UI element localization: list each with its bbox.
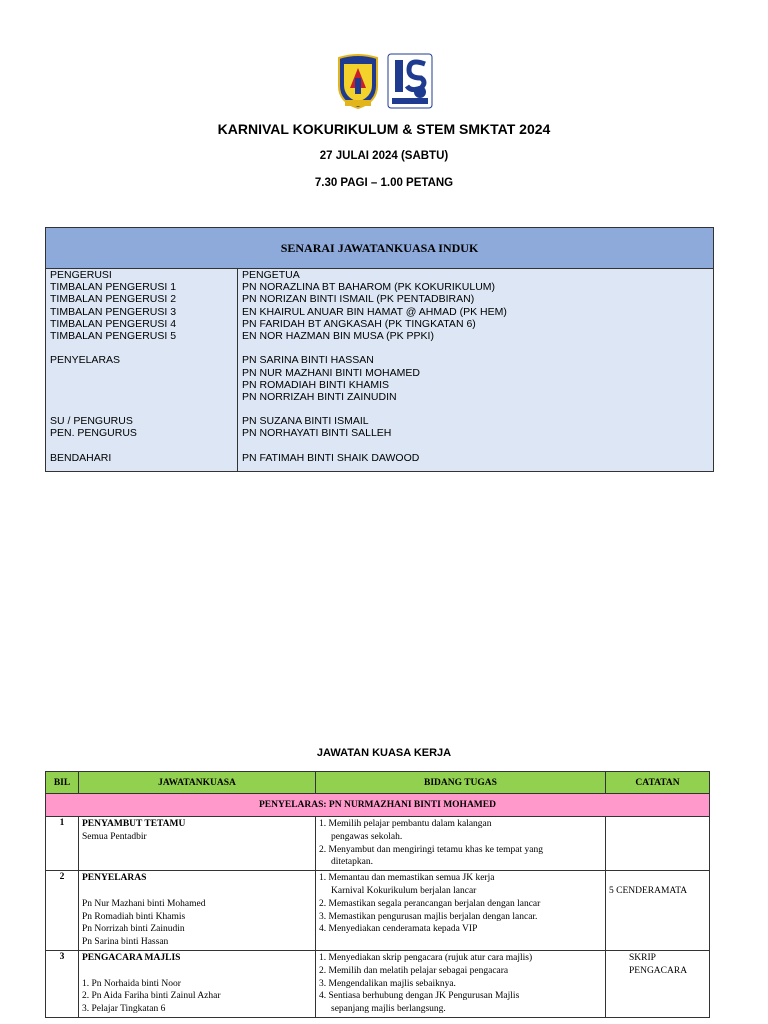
task-line: ditetapkan. xyxy=(331,857,373,868)
committee-name: PENYAMBUT TETAMU xyxy=(82,819,186,829)
task-line: 1. Menyediakan skrip pengacara (rujuk atur cara majlis) xyxy=(319,952,533,963)
penyelaras-label: PENYELARAS: PN NURMAZHANI BINTI MOHAMED xyxy=(46,794,710,817)
member-line: PN NORHAYATI BINTI SALLEH xyxy=(242,427,392,440)
event-date: 27 JULAI 2024 (SABTU) xyxy=(319,150,449,162)
penyelaras-row xyxy=(46,794,710,817)
jawatankuasa-kerja-table xyxy=(45,771,710,1018)
member-line: EN KHAIRUL ANUAR BIN HAMAT @ AHMAD (PK HEM) xyxy=(242,305,507,318)
member-line xyxy=(242,403,713,415)
role-line: PENGERUSI xyxy=(50,269,112,281)
induk-heading: SENARAI JAWATANKUASA INDUK xyxy=(46,228,713,269)
row-bidang-tugas xyxy=(316,817,606,871)
member-text xyxy=(82,885,312,898)
role-line: TIMBALAN PENGERUSI 1 xyxy=(50,281,177,294)
task-line: 4. Sentiasa berhubung dengan JK Pengurusan Majlis xyxy=(319,991,520,1002)
role-line xyxy=(50,342,237,354)
member-text: Pn Sarina binti Hassan xyxy=(82,937,169,948)
member-text: Pn Romadiah binti Khamis xyxy=(82,911,186,922)
task-line: 3. Mengendalikan majlis sebaiknya. xyxy=(319,978,456,989)
member-text: 1. Pn Norhaida binti Noor xyxy=(82,978,181,989)
task-line: pengawas sekolah. xyxy=(331,831,403,842)
role-line: PENYELARAS xyxy=(50,354,121,367)
member-line: PN ROMADIAH BINTI KHAMIS xyxy=(242,378,390,391)
task-line: 2. Memastikan segala perancangan berjalan dengan lancar xyxy=(319,898,541,909)
stem-25-logo xyxy=(387,52,433,110)
catatan-text: 5 CENDERAMATA xyxy=(609,885,688,896)
induk-roles-column xyxy=(46,269,238,471)
task-line: 4. Menyediakan cenderamata kepada VIP xyxy=(319,924,478,935)
member-text: Pn Nur Mazhani binti Mohamed xyxy=(82,898,206,909)
member-line: PN FARIDAH BT ANGKASAH (PK TINGKATAN 6) xyxy=(242,317,476,330)
role-line: TIMBALAN PENGERUSI 2 xyxy=(50,293,177,306)
school-crest-logo xyxy=(335,52,381,110)
member-text xyxy=(82,965,312,978)
member-line: PN NORAZLINA BT BAHAROM (PK KOKURIKULUM) xyxy=(242,281,496,294)
member-line xyxy=(242,440,713,452)
task-line: 3. Memastikan pengurusan majlis berjalan dengan lancar. xyxy=(319,911,538,922)
jawatankuasa-induk-table xyxy=(45,227,714,472)
role-line: BENDAHARI xyxy=(50,451,112,464)
role-line xyxy=(50,403,237,415)
row-catatan xyxy=(606,950,710,1017)
member-line: PENGETUA xyxy=(242,269,300,281)
member-text: Pn Norrizah binti Zainudin xyxy=(82,924,185,935)
task-line: Karnival Kokurikulum berjalan lancar xyxy=(331,885,477,896)
task-line: 1. Memantau dan memastikan semua JK kerja xyxy=(319,873,495,884)
row-catatan xyxy=(606,817,710,871)
member-text: 2. Pn Aida Fariha binti Zainul Azhar xyxy=(82,991,221,1002)
member-line: PN SARINA BINTI HASSAN xyxy=(242,354,374,367)
member-line xyxy=(242,342,713,354)
role-line xyxy=(50,440,237,452)
committee-name: PENGACARA MAJLIS xyxy=(82,952,181,963)
header-jawatankuasa: JAWATANKUASA xyxy=(79,772,316,794)
role-line: PEN. PENGURUS xyxy=(50,427,137,440)
role-line xyxy=(50,391,237,403)
committee-name: PENYELARAS xyxy=(82,873,147,884)
member-line: PN SUZANA BINTI ISMAIL xyxy=(242,415,369,428)
event-time: 7.30 PAGI – 1.00 PETANG xyxy=(314,177,454,189)
page-title: KARNIVAL KOKURIKULUM & STEM SMKTAT 2024 xyxy=(217,121,551,137)
task-line: 2. Menyambut dan mengiringi tetamu khas ke tempat yang xyxy=(319,844,543,855)
task-line: 2. Memilih dan melatih pelajar sebagai pengacara xyxy=(319,965,509,976)
member-line: PN NUR MAZHANI BINTI MOHAMED xyxy=(242,366,420,379)
task-line: sepanjang majlis berlangsung. xyxy=(331,1004,446,1015)
member-text: 3. Pelajar Tingkatan 6 xyxy=(82,1004,166,1015)
row-jawatankuasa xyxy=(79,871,316,951)
table-row xyxy=(46,871,710,951)
member-line: EN NOR HAZMAN BIN MUSA (PK PPKI) xyxy=(242,329,434,342)
role-line: TIMBALAN PENGERUSI 4 xyxy=(50,317,177,330)
kerja-title: JAWATAN KUASA KERJA xyxy=(316,747,452,759)
header-bil: BIL xyxy=(46,772,79,794)
row-catatan xyxy=(606,871,710,951)
catatan-text: SKRIP PENGACARA xyxy=(629,952,688,976)
member-text: Semua Pentadbir xyxy=(82,831,147,842)
logos xyxy=(0,52,768,110)
row-jawatankuasa xyxy=(79,950,316,1017)
row-jawatankuasa xyxy=(79,817,316,871)
role-line: SU / PENGURUS xyxy=(50,415,133,428)
induk-names-column xyxy=(238,269,713,471)
row-bil: 1 xyxy=(46,817,79,871)
table-row xyxy=(46,950,710,1017)
row-bil: 3 xyxy=(46,950,79,1017)
role-line xyxy=(50,367,237,379)
header-catatan: CATATAN xyxy=(606,772,710,794)
member-line: PN NORIZAN BINTI ISMAIL (PK PENTADBIRAN) xyxy=(242,293,475,306)
role-line: TIMBALAN PENGERUSI 3 xyxy=(50,305,177,318)
row-bil: 2 xyxy=(46,871,79,951)
role-line xyxy=(50,379,237,391)
table-row xyxy=(46,817,710,871)
role-line: TIMBALAN PENGERUSI 5 xyxy=(50,329,177,342)
table-header-row xyxy=(46,772,710,794)
member-line: PN NORRIZAH BINTI ZAINUDIN xyxy=(242,390,397,403)
row-bidang-tugas xyxy=(316,950,606,1017)
task-line: 1. Memilih pelajar pembantu dalam kalangan xyxy=(319,819,492,829)
header-bidang-tugas: BIDANG TUGAS xyxy=(316,772,606,794)
row-bidang-tugas xyxy=(316,871,606,951)
member-line: PN FATIMAH BINTI SHAIK DAWOOD xyxy=(242,451,420,464)
